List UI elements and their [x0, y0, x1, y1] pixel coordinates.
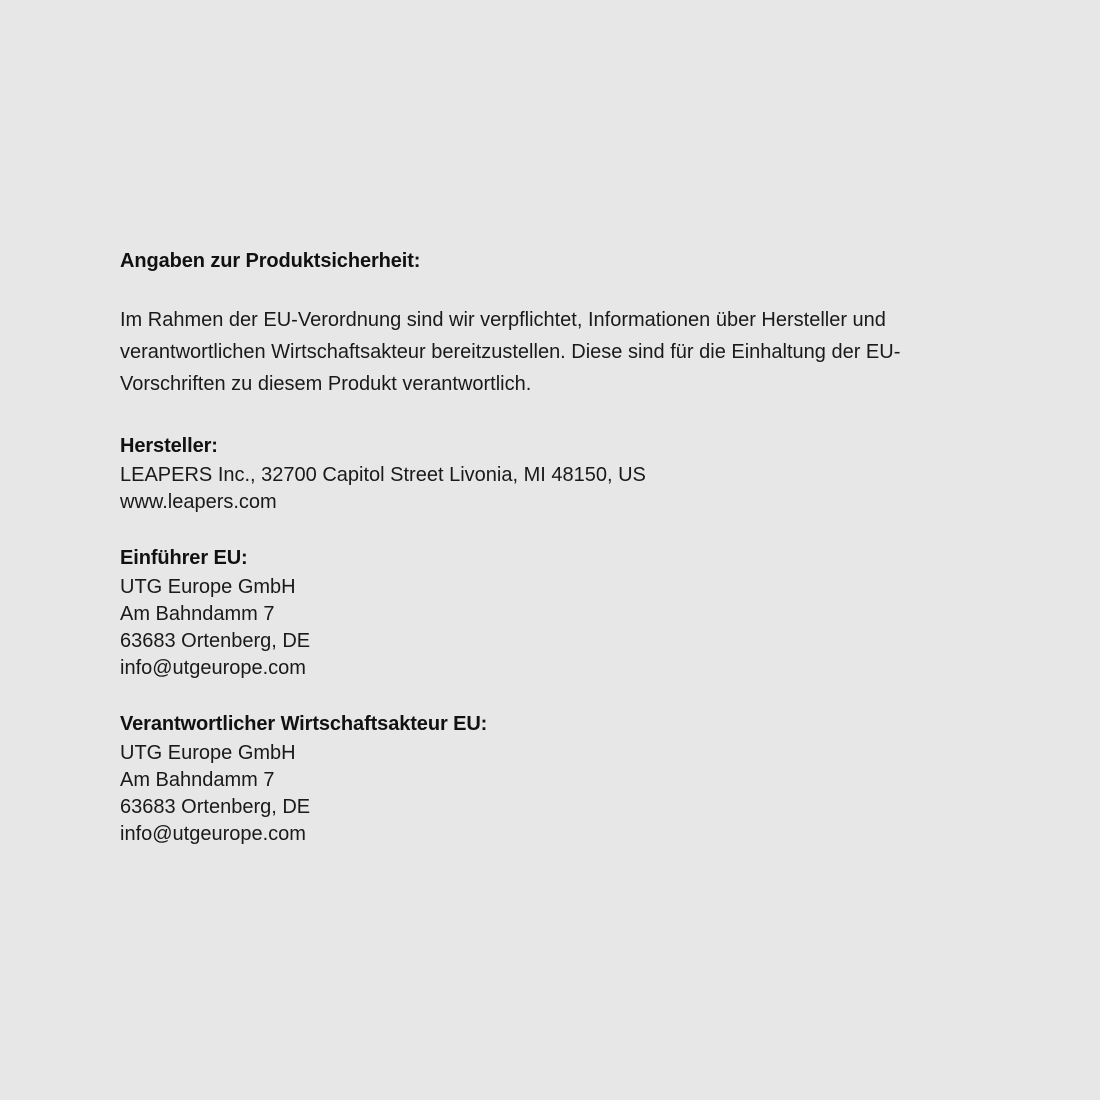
manufacturer-website[interactable]: www.leapers.com [120, 491, 277, 513]
intro-paragraph: Im Rahmen der EU-Verordnung sind wir verpflichtet, Informationen über Hersteller und verantwortlichen Wirtschaftsakteur bereitzustellen. Diese sind für die Einhaltung der EU-Vorschriften zu diesem Produkt verantwortlich. [120, 309, 901, 395]
section-einfuehrer-eu [120, 544, 980, 682]
section-heading: Hersteller: [120, 435, 218, 457]
section-line: LEAPERS Inc., 32700 Capitol Street Livonia, MI 48150, US [120, 464, 646, 486]
section-line: Am Bahndamm 7 [120, 769, 275, 791]
section-line: UTG Europe GmbH [120, 576, 296, 598]
importer-email[interactable]: info@utgeurope.com [120, 657, 306, 679]
section-line: Am Bahndamm 7 [120, 603, 275, 625]
section-verantwortlicher-wirtschaftsakteur-eu [120, 710, 980, 848]
section-line: 63683 Ortenberg, DE [120, 796, 311, 818]
page-title: Angaben zur Produktsicherheit: [120, 250, 421, 272]
section-hersteller [120, 432, 980, 516]
section-heading: Einführer EU: [120, 547, 248, 569]
responsible-operator-email[interactable]: info@utgeurope.com [120, 823, 306, 845]
section-line: UTG Europe GmbH [120, 742, 296, 764]
section-line: 63683 Ortenberg, DE [120, 630, 311, 652]
section-heading: Verantwortlicher Wirtschaftsakteur EU: [120, 713, 488, 735]
